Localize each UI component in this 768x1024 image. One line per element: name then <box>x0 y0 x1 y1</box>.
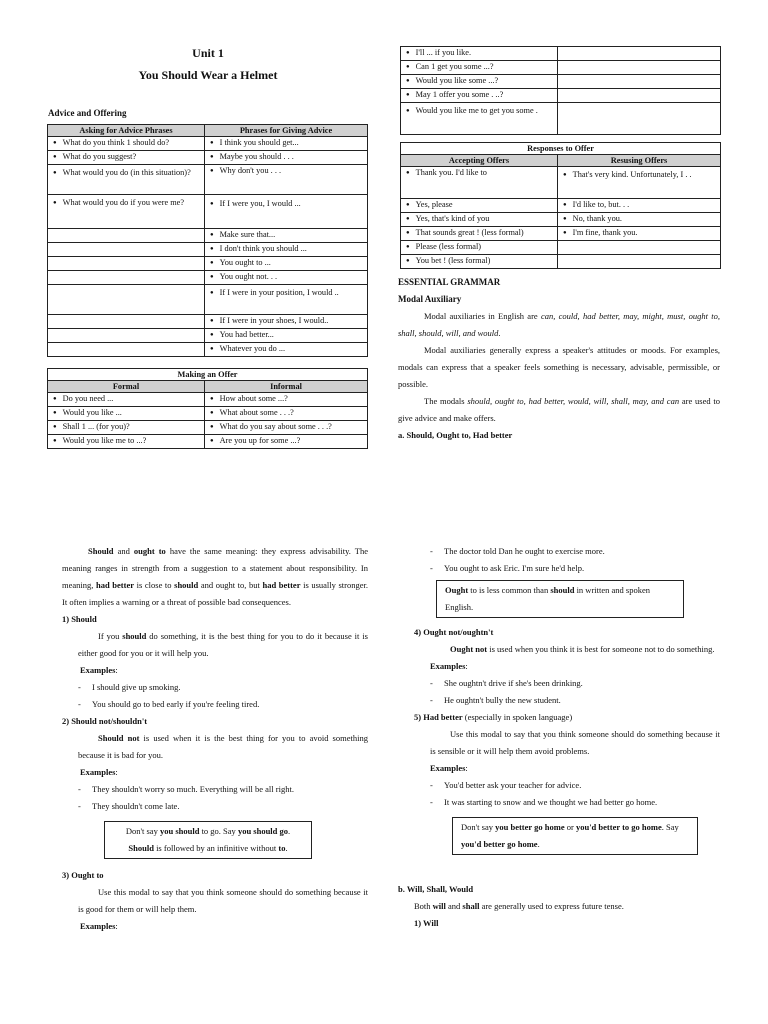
should-not-heading: 2) Should not/shouldn't <box>62 716 148 726</box>
table-row <box>401 241 721 255</box>
formal-cell: ● Would you like some ...? <box>401 75 558 89</box>
formal-cell: ● Do you need ... <box>48 393 205 407</box>
table-row <box>401 103 721 135</box>
example-item: - They shouldn't worry so much. Everything will be all right. <box>62 781 368 798</box>
asking-cell <box>48 257 205 271</box>
asking-cell <box>48 285 205 315</box>
should-not-description: Should not is used when it is the best thing for you to avoid something because it is bad for you. <box>78 733 368 760</box>
table-row <box>48 165 368 195</box>
note-box: Don't say you should to go. Say you should go. Should is followed by an infinitive without to. <box>104 821 312 859</box>
giving-cell: ● I think you should get... <box>205 137 368 151</box>
asking-cell <box>48 229 205 243</box>
table-row <box>48 257 368 271</box>
note-box: Don't say you better go home or you'd better to go home. Say you'd better go home. <box>452 817 698 855</box>
table-row <box>48 137 368 151</box>
table-row <box>401 227 721 241</box>
ought-not-description: Ought not is used when you think it is best for someone not to do something. <box>450 644 715 654</box>
table-row <box>48 243 368 257</box>
col-header-accepting: Accepting Offers <box>401 155 558 167</box>
table-row <box>401 47 721 61</box>
examples-label: Examples: <box>80 921 118 931</box>
asking-cell <box>48 315 205 329</box>
giving-cell: ● You had better... <box>205 329 368 343</box>
grammar-section <box>398 274 720 444</box>
refuse-cell: ● I'd like to, but. . . <box>558 199 721 213</box>
table-row <box>401 199 721 213</box>
giving-cell: ● I don't think you should ... <box>205 243 368 257</box>
asking-cell <box>48 271 205 285</box>
table-row <box>48 315 368 329</box>
will-heading: 1) Will <box>414 918 439 928</box>
page-title: You Should Wear a Helmet <box>138 68 278 82</box>
table-row <box>401 75 721 89</box>
responses-table-caption: Responses to Offer <box>401 143 721 155</box>
accept-cell: ● Yes, please <box>401 199 558 213</box>
giving-cell: ● If I were in your shoes, I would.. <box>205 315 368 329</box>
giving-cell: ● Why don't you . . . <box>205 165 368 195</box>
asking-cell <box>48 329 205 343</box>
col-header-giving: Phrases for Giving Advice <box>205 125 368 137</box>
table-row <box>401 89 721 103</box>
table-row <box>48 393 368 407</box>
table-row <box>401 213 721 227</box>
asking-cell: ● What would you do (in this situation)? <box>48 165 205 195</box>
will-shall-description: Both will and shall are generally used to express future tense. <box>414 901 624 911</box>
giving-cell: ● If I were in your position, I would .. <box>205 285 368 315</box>
formal-cell: ● Can 1 get you some ...? <box>401 61 558 75</box>
should-heading: 1) Should <box>62 614 97 624</box>
subsection-b-heading: b. Will, Shall, Would <box>398 884 474 894</box>
giving-cell: ● Make sure that... <box>205 229 368 243</box>
offer-table <box>47 368 368 449</box>
table-row <box>401 167 721 199</box>
col-header-formal: Formal <box>48 381 205 393</box>
advice-table <box>47 124 368 357</box>
refuse-cell: ● That's very kind. Unfortunately, I . . <box>558 167 721 199</box>
refuse-cell <box>558 241 721 255</box>
asking-cell: ● What do you suggest? <box>48 151 205 165</box>
offer-table-continued <box>400 46 721 135</box>
unit-label: Unit 1 <box>192 46 224 60</box>
subsection-a-heading: a. Should, Ought to, Had better <box>398 430 513 440</box>
example-item: - They shouldn't come late. <box>62 798 368 815</box>
accept-cell: ● Thank you. I'd like to <box>401 167 558 199</box>
giving-cell: ● You ought not. . . <box>205 271 368 285</box>
table-row <box>48 407 368 421</box>
grammar-paragraph-3: The modals should, ought to, had better, would, will, shall, may, and can are used to give advice and make offers. <box>398 396 721 423</box>
example-item: - I should give up smoking. <box>62 679 368 696</box>
col-header-refusing: Resusing Offers <box>558 155 721 167</box>
giving-cell: ● Maybe you should . . . <box>205 151 368 165</box>
refuse-cell <box>558 255 721 269</box>
formal-cell: ● Would you like me to get you some . <box>401 103 558 135</box>
example-item: - You ought to ask Eric. I'm sure he'd help. <box>414 560 720 577</box>
refuse-cell: ● I'm fine, thank you. <box>558 227 721 241</box>
example-item: - It was starting to snow and we thought we had better go home. <box>414 794 720 811</box>
examples-label: Examples: <box>430 763 468 773</box>
formal-cell: ● Would you like me to ...? <box>48 435 205 449</box>
informal-cell <box>558 89 721 103</box>
formal-cell: ● I'll ... if you like. <box>401 47 558 61</box>
section-heading: Advice and Offering <box>48 108 127 118</box>
col-header-informal: Informal <box>205 381 368 393</box>
table-row <box>48 435 368 449</box>
refuse-cell: ● No, thank you. <box>558 213 721 227</box>
informal-cell <box>558 61 721 75</box>
example-item: - The doctor told Dan he ought to exercise more. <box>414 543 720 560</box>
formal-cell: ● Would you like ... <box>48 407 205 421</box>
formal-cell: ● Shall 1 ... (for you)? <box>48 421 205 435</box>
table-row <box>48 329 368 343</box>
giving-cell: ● Whatever you do ... <box>205 343 368 357</box>
grammar-paragraph-1: Modal auxiliaries in English are can, could, had better, may, might, must, ought to, shall, should, will, and would. <box>398 311 720 338</box>
informal-cell: ● How about some ...? <box>205 393 368 407</box>
table-row <box>48 421 368 435</box>
note-box: Ought to is less common than should in written and spoken English. <box>436 580 684 618</box>
table-row <box>48 285 368 315</box>
table-row <box>48 271 368 285</box>
table-row <box>401 61 721 75</box>
ought-not-heading: 4) Ought not/oughtn't <box>414 627 494 637</box>
ought-to-description: Use this modal to say that you think someone should do something because it is good for them or will help them. <box>78 887 368 914</box>
responses-table <box>400 142 721 269</box>
giving-cell: ● If I were you, I would ... <box>205 195 368 229</box>
examples-label: Examples: <box>80 767 118 777</box>
had-better-description: Use this modal to say that you think someone should do something because it is sensible or it will help them avoid problems. <box>430 729 720 756</box>
table-row <box>48 151 368 165</box>
informal-cell <box>558 47 721 61</box>
asking-cell <box>48 243 205 257</box>
table-row <box>401 255 721 269</box>
left-column <box>62 543 368 935</box>
informal-cell <box>558 103 721 135</box>
offer-table-caption: Making an Offer <box>48 369 368 381</box>
informal-cell: ● Are you up for some ...? <box>205 435 368 449</box>
accept-cell: ● Yes, that's kind of you <box>401 213 558 227</box>
accept-cell: ● That sounds great ! (less formal) <box>401 227 558 241</box>
informal-cell <box>558 75 721 89</box>
col-header-asking: Asking for Advice Phrases <box>48 125 205 137</box>
will-shall-section <box>398 881 720 932</box>
asking-cell: ● What would you do if you were me? <box>48 195 205 229</box>
should-description: If you should do something, it is the best thing for you to do it because it is either good for you or it will help you. <box>78 631 368 658</box>
accept-cell: ● Please (less formal) <box>401 241 558 255</box>
table-row <box>48 195 368 229</box>
should-intro-paragraph: Should and ought to have the same meaning: they express advisability. The meaning ranges in strength from a suggestion to a statement about responsibility. In meaning, had better is close to should and ought to, but had better is usually stronger. It often implies a warning or a threat of possible bad consequences. <box>62 546 369 607</box>
grammar-paragraph-2: Modal auxiliaries generally express a speaker's attitudes or moods. For examples, modals can express that a speaker feels something is necessary, advisable, permissible, or possible. <box>398 345 720 389</box>
examples-label: Examples: <box>430 661 468 671</box>
examples-label: Examples: <box>80 665 118 675</box>
grammar-subheading: Modal Auxiliary <box>398 294 462 304</box>
example-item: - You should go to bed early if you're feeling tired. <box>62 696 368 713</box>
asking-cell <box>48 343 205 357</box>
accept-cell: ● You bet ! (less formal) <box>401 255 558 269</box>
example-item: - He oughtn't bully the new student. <box>414 692 720 709</box>
informal-cell: ● What about some . . .? <box>205 407 368 421</box>
table-row <box>48 229 368 243</box>
asking-cell: ● What do you think 1 should do? <box>48 137 205 151</box>
example-item: - She oughtn't drive if she's been drinking. <box>414 675 720 692</box>
formal-cell: ● May 1 offer you some . ..? <box>401 89 558 103</box>
ought-to-heading: 3) Ought to <box>62 870 104 880</box>
example-item: - You'd better ask your teacher for advice. <box>414 777 720 794</box>
table-row <box>48 343 368 357</box>
informal-cell: ● What do you say about some . . .? <box>205 421 368 435</box>
right-column <box>414 543 720 863</box>
giving-cell: ● You ought to ... <box>205 257 368 271</box>
grammar-heading: ESSENTIAL GRAMMAR <box>398 277 501 287</box>
had-better-heading: 5) Had better (especially in spoken language) <box>414 712 573 722</box>
